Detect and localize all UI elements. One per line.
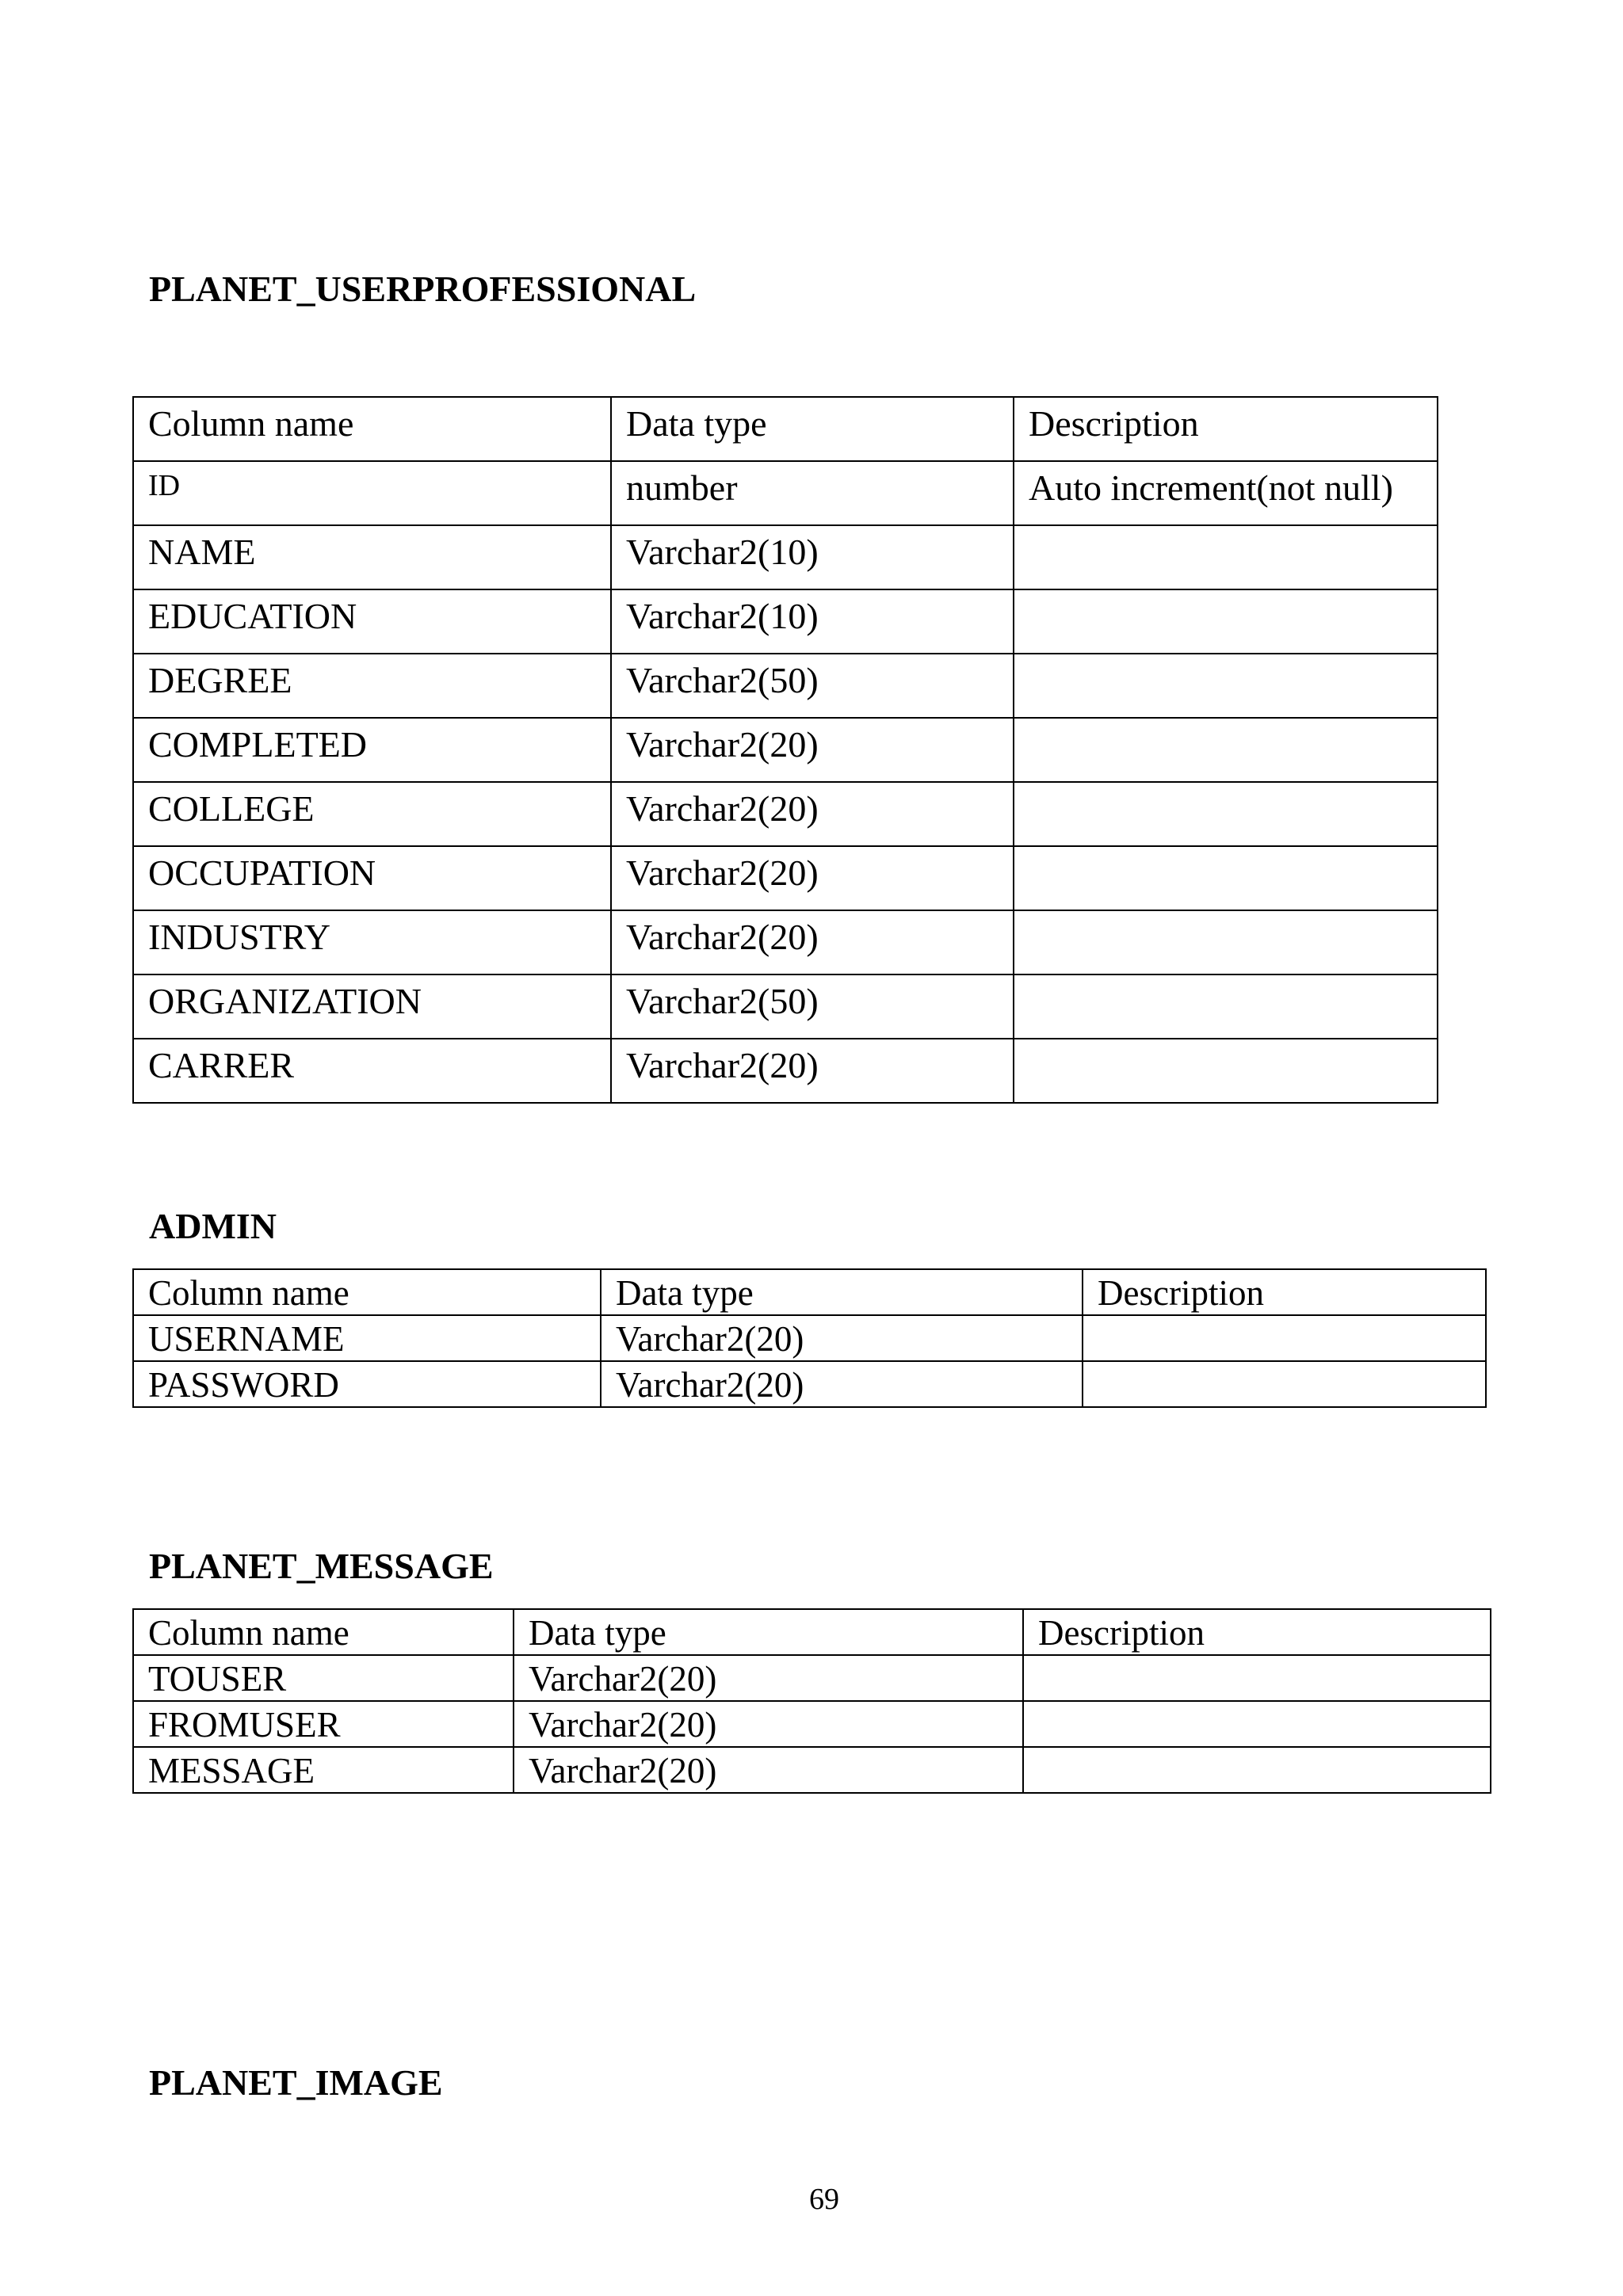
table-row [133, 1747, 1491, 1793]
table-message [132, 1608, 1491, 1794]
section-title-admin: ADMIN [149, 1206, 277, 1246]
table-cell: TOUSER [133, 1655, 514, 1701]
header-cell: Data type [514, 1609, 1023, 1655]
table-row [133, 654, 1438, 718]
table-row [133, 1039, 1438, 1103]
table-row [133, 1361, 1486, 1407]
table-cell: OCCUPATION [133, 846, 611, 910]
table-row [133, 589, 1438, 654]
table-cell: Varchar2(20) [601, 1315, 1083, 1361]
table-cell: Varchar2(20) [514, 1701, 1023, 1747]
table-cell: EDUCATION [133, 589, 611, 654]
table-cell: FROMUSER [133, 1701, 514, 1747]
table-cell: Varchar2(20) [514, 1655, 1023, 1701]
header-cell: Description [1023, 1609, 1491, 1655]
header-cell: Column name [133, 1609, 514, 1655]
table-cell: Varchar2(50) [611, 974, 1014, 1039]
table-cell: COLLEGE [133, 782, 611, 846]
table-cell: Varchar2(20) [611, 846, 1014, 910]
header-cell: Description [1014, 397, 1438, 461]
table-cell [1014, 654, 1438, 718]
table-header-row [133, 1609, 1491, 1655]
table-row [133, 718, 1438, 782]
section-title-image: PLANET_IMAGE [149, 2062, 443, 2103]
table-row [133, 1315, 1486, 1361]
table-cell [1023, 1701, 1491, 1747]
table-cell: MESSAGE [133, 1747, 514, 1793]
table-cell: Auto increment(not null) [1014, 461, 1438, 525]
table-cell: Varchar2(20) [611, 910, 1014, 974]
header-cell: Column name [133, 1269, 601, 1315]
table-userprofessional [132, 396, 1438, 1104]
table-row [133, 974, 1438, 1039]
table-cell: ID [133, 461, 611, 525]
table-cell: ORGANIZATION [133, 974, 611, 1039]
table-row [133, 846, 1438, 910]
table-cell: DEGREE [133, 654, 611, 718]
table-row [133, 782, 1438, 846]
table-row [133, 910, 1438, 974]
table-cell [1014, 589, 1438, 654]
table-cell [1023, 1655, 1491, 1701]
header-cell: Description [1083, 1269, 1486, 1315]
header-cell: Column name [133, 397, 611, 461]
table-cell: Varchar2(10) [611, 589, 1014, 654]
table-cell [1083, 1361, 1486, 1407]
table-cell [1014, 846, 1438, 910]
table-cell [1014, 782, 1438, 846]
table-cell: NAME [133, 525, 611, 589]
section-title-message: PLANET_MESSAGE [149, 1546, 494, 1586]
table-cell: number [611, 461, 1014, 525]
table-cell: Varchar2(20) [514, 1747, 1023, 1793]
table-cell: Varchar2(20) [611, 782, 1014, 846]
header-cell: Data type [611, 397, 1014, 461]
table-cell: COMPLETED [133, 718, 611, 782]
table-row [133, 1701, 1491, 1747]
table-header-row [133, 397, 1438, 461]
table-cell [1023, 1747, 1491, 1793]
table-cell: INDUSTRY [133, 910, 611, 974]
table-cell: PASSWORD [133, 1361, 601, 1407]
table-cell: Varchar2(10) [611, 525, 1014, 589]
table-cell: USERNAME [133, 1315, 601, 1361]
header-cell: Data type [601, 1269, 1083, 1315]
table-cell [1014, 910, 1438, 974]
table-cell: Varchar2(20) [611, 1039, 1014, 1103]
table-cell: Varchar2(20) [611, 718, 1014, 782]
table-header-row [133, 1269, 1486, 1315]
table-cell [1014, 974, 1438, 1039]
table-cell [1014, 525, 1438, 589]
table-row [133, 461, 1438, 525]
table-cell [1014, 718, 1438, 782]
table-admin [132, 1268, 1487, 1408]
table-cell [1014, 1039, 1438, 1103]
table-cell: CARRER [133, 1039, 611, 1103]
table-row [133, 1655, 1491, 1701]
table-cell: Varchar2(50) [611, 654, 1014, 718]
table-cell [1083, 1315, 1486, 1361]
section-title-userprofessional: PLANET_USERPROFESSIONAL [149, 269, 697, 309]
table-row [133, 525, 1438, 589]
table-cell: Varchar2(20) [601, 1361, 1083, 1407]
page-number: 69 [809, 2183, 839, 2216]
